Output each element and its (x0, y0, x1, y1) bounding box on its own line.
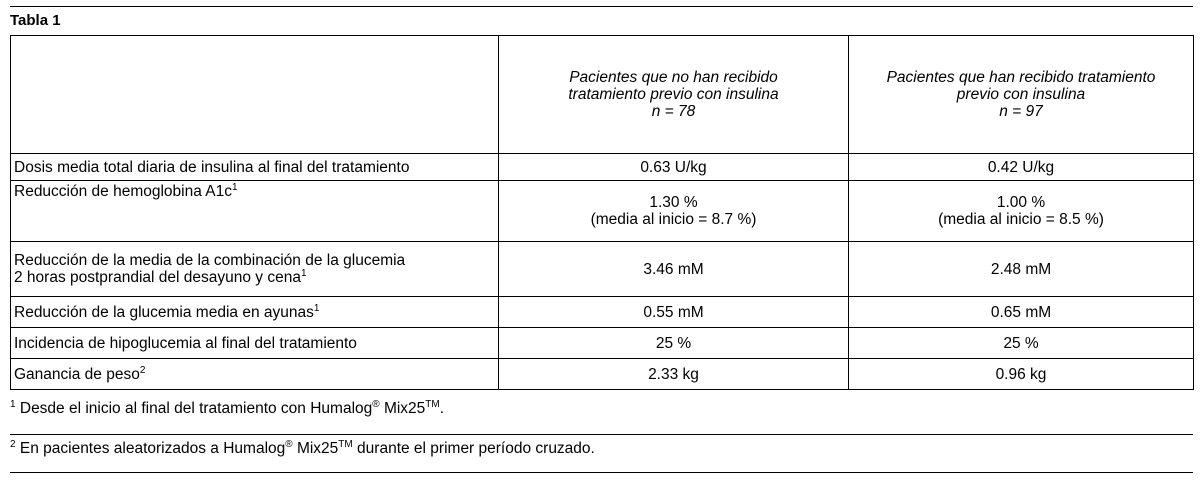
table-row (11, 328, 1194, 359)
row-value-naive: 2.33 kg (499, 359, 849, 390)
footnote-ref: 1 (300, 267, 307, 279)
footnote-end: . (439, 400, 445, 417)
table-row (11, 297, 1194, 328)
row-label (11, 297, 499, 328)
footnote-ref: 1 (313, 302, 320, 314)
registered-mark: ® (285, 438, 293, 450)
header-naive-line2: tratamiento previo con insulina (568, 86, 779, 103)
registered-mark: ® (372, 398, 380, 410)
row-value-naive: 3.46 mM (499, 242, 849, 297)
header-naive-n: n = 78 (651, 103, 696, 120)
footnote-divider (10, 434, 1193, 435)
table-row (11, 181, 1194, 242)
header-treated-line1: Pacientes que han recibido tratamiento (886, 69, 1156, 86)
row-label-text: Incidencia de hipoglucemia al final del tratamiento (14, 334, 357, 352)
footnote-text: En pacientes aleatorizados a Humalog (15, 440, 286, 457)
row-value-naive: 0.55 mM (499, 297, 849, 328)
trademark-mark: TM (338, 438, 353, 450)
table-row (11, 359, 1194, 390)
row-value-treated: 0.65 mM (849, 297, 1194, 328)
row-label-text: Ganancia de peso (14, 365, 140, 383)
top-rule (10, 6, 1193, 7)
row-value-treated (849, 181, 1194, 242)
value-baseline: (media al inicio = 8.5 %) (938, 211, 1104, 228)
value-baseline: (media al inicio = 8.7 %) (590, 211, 757, 228)
table-header-row (11, 36, 1194, 154)
row-label-text: Reducción de la glucemia media en ayunas (14, 303, 314, 321)
header-treated-n: n = 97 (999, 103, 1043, 120)
row-label-text: Reducción de la media de la combinación de la glucemia (14, 252, 406, 269)
header-treated-patients (849, 36, 1194, 154)
table-title: Tabla 1 (10, 12, 61, 29)
row-label-text: Reducción de hemoglobina A1c (14, 183, 233, 200)
row-label-text-line2: 2 horas postprandial del desayuno y cena (14, 269, 301, 286)
row-value-treated: 0.96 kg (849, 359, 1194, 390)
footnote-product: Mix25 (292, 440, 339, 457)
row-label (11, 154, 499, 181)
row-value-treated: 0.42 U/kg (849, 154, 1194, 181)
header-empty-cell (11, 36, 499, 154)
row-value-naive (499, 181, 849, 242)
row-label (11, 328, 499, 359)
row-label (11, 359, 499, 390)
row-value-treated: 2.48 mM (849, 242, 1194, 297)
footnote-mark: 2 (10, 438, 16, 450)
results-table (10, 35, 1194, 390)
table-row (11, 242, 1194, 297)
footnote-ref: 1 (232, 181, 238, 193)
footnote-text: Desde el inicio al final del tratamiento con Humalog (15, 400, 373, 417)
row-value-treated: 25 % (849, 328, 1194, 359)
footnote-mark: 1 (10, 398, 16, 410)
footnote-2 (10, 440, 595, 458)
row-value-naive: 25 % (499, 328, 849, 359)
header-naive-line1: Pacientes que no han recibido (569, 69, 778, 86)
header-naive-patients (499, 36, 849, 154)
footnote-end: durante el primer período cruzado. (352, 440, 595, 457)
bottom-rule (10, 472, 1193, 473)
footnote-1 (10, 400, 444, 418)
row-label-text: Dosis media total diaria de insulina al final del tratamiento (14, 158, 410, 176)
footnote-product: Mix25 (379, 400, 426, 417)
header-treated-line2: previo con insulina (956, 86, 1086, 103)
row-value-naive: 0.63 U/kg (499, 154, 849, 181)
footnote-ref: 2 (139, 364, 146, 376)
value-main: 1.30 % (649, 194, 698, 211)
value-main: 1.00 % (996, 194, 1046, 211)
row-label (11, 242, 499, 297)
trademark-mark: TM (425, 398, 440, 410)
table-row (11, 154, 1194, 181)
row-label (11, 181, 499, 242)
